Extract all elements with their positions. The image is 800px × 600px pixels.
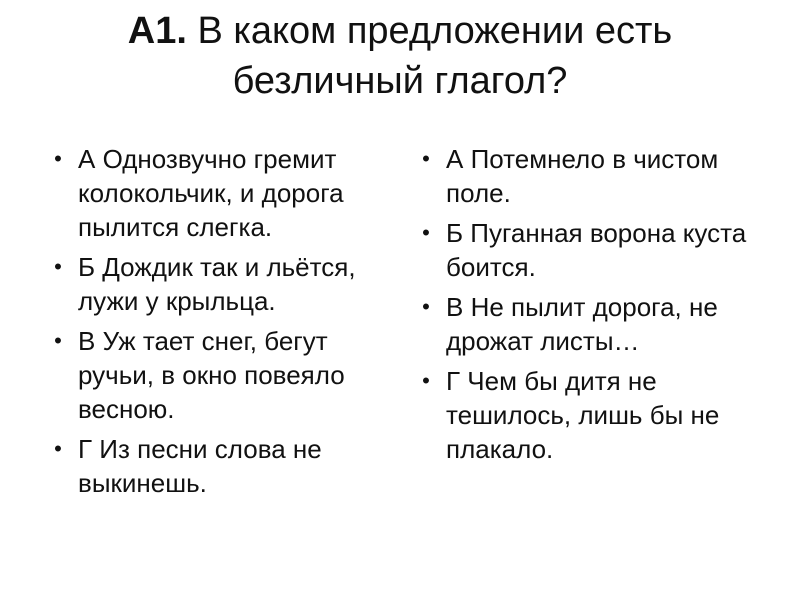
question-number: А1. [127,10,187,52]
bullet-icon: • [54,328,62,353]
bullet-icon: • [422,220,430,245]
bullet-icon: • [422,368,430,393]
option-left-d [48,432,398,500]
option-text: А Потемнело в чистом поле. [446,144,719,208]
bullet-icon: • [422,146,430,171]
bullet-icon: • [54,436,62,461]
option-right-c [416,290,766,358]
right-options-list [416,142,766,472]
option-text: Г Чем бы дитя не тешилось, лишь бы не плакало. [446,366,720,464]
option-text: А Однозвучно гремит колокольчик, и дорога пылится слегка. [78,144,344,242]
option-left-b [48,250,398,318]
option-left-a [48,142,398,244]
slide-title [40,6,760,106]
bullet-icon: • [54,146,62,171]
bullet-icon: • [54,254,62,279]
option-text: В Уж тает снег, бегут ручьи, в окно повеяло весною. [78,326,345,424]
left-options-list [48,142,398,506]
option-text: Б Пуганная ворона куста боится. [446,218,747,282]
option-text: В Не пылит дорога, не дрожат листы… [446,292,718,356]
option-right-a [416,142,766,210]
option-text: Г Из песни слова не выкинешь. [78,434,322,498]
option-text: Б Дождик так и льётся, лужи у крыльца. [78,252,356,316]
option-right-d [416,364,766,466]
option-left-c [48,324,398,426]
option-right-b [416,216,766,284]
question-text: В каком предложении есть безличный глагол? [186,10,673,102]
bullet-icon: • [422,294,430,319]
